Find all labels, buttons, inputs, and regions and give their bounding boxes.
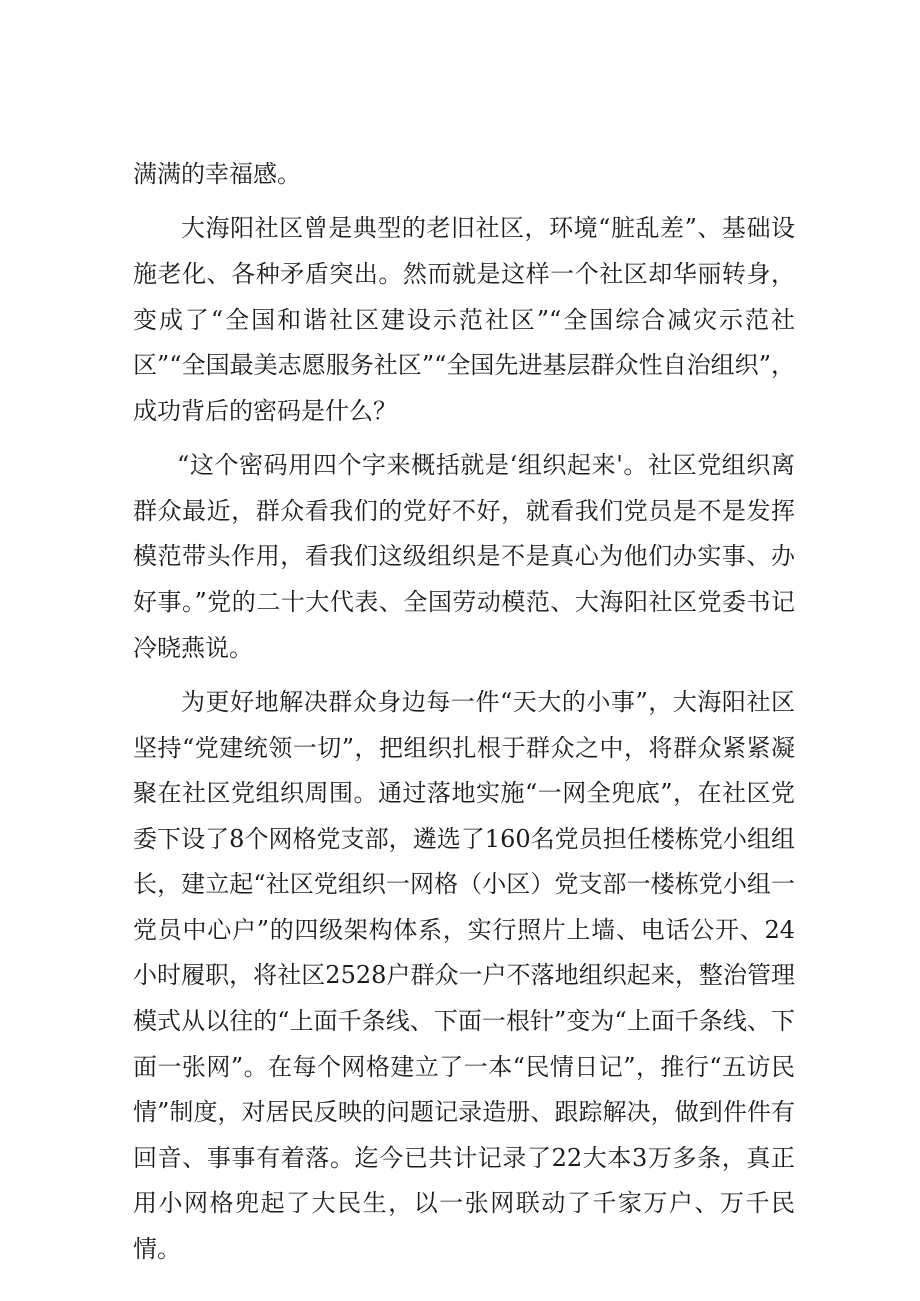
article-body — [133, 152, 795, 1273]
paragraph-grid-governance: 为更好地解决群众身边每一件“天大的小事”，大海阳社区坚持“党建统领一切”，把组织扎根于群众之中，将群众紧紧凝聚在社区党组织周围。通过落地实施“一网全兜底”，在社区党委下设了8个网格党支部，遴选了160名党员担任楼栋党小组组长，建立起“社区党组织一网格（小区）党支部一楼栋党小组一党员中心户”的四级架构体系，实行照片上墙、电话公开、24小时履职，将社区2528户群众一户不落地组织起来，整治管理模式从以往的“上面千条线、下面一根针”变为“上面千条线、下面一张网”。在每个网格建立了一本“民情日记”，推行“五访民情”制度，对居民反映的问题记录造册、跟踪解决，做到件件有回音、事事有着落。迄今已共计记录了22大本3万多条，真正用小网格兜起了大民生，以一张网联动了千家万户、万千民情。 — [133, 687, 795, 1264]
paragraph-continuation: 满满的幸福感。 — [133, 160, 301, 188]
paragraph-secretary-quote: “这个密码用四个字来概括就是‘组织起来'。社区党组织离群众最近，群众看我们的党好不好，就看我们党员是不是发挥模范带头作用，看我们这级组织是不是真心为他们办实事、办好事。”党的二十大代表、全国劳动模范、大海阳社区党委书记冷晓燕说。 — [133, 451, 795, 662]
paragraph-community-transformation: 大海阳社区曾是典型的老旧社区，环境“脏乱差”、基础设施老化、各种矛盾突出。然而就是这样一个社区却华丽转身，变成了“全国和谐社区建设示范社区”“全国综合减灾示范社区”“全国最美志愿服务社区”“全国先进基层群众性自治组织”，成功背后的密码是什么？ — [133, 214, 795, 425]
